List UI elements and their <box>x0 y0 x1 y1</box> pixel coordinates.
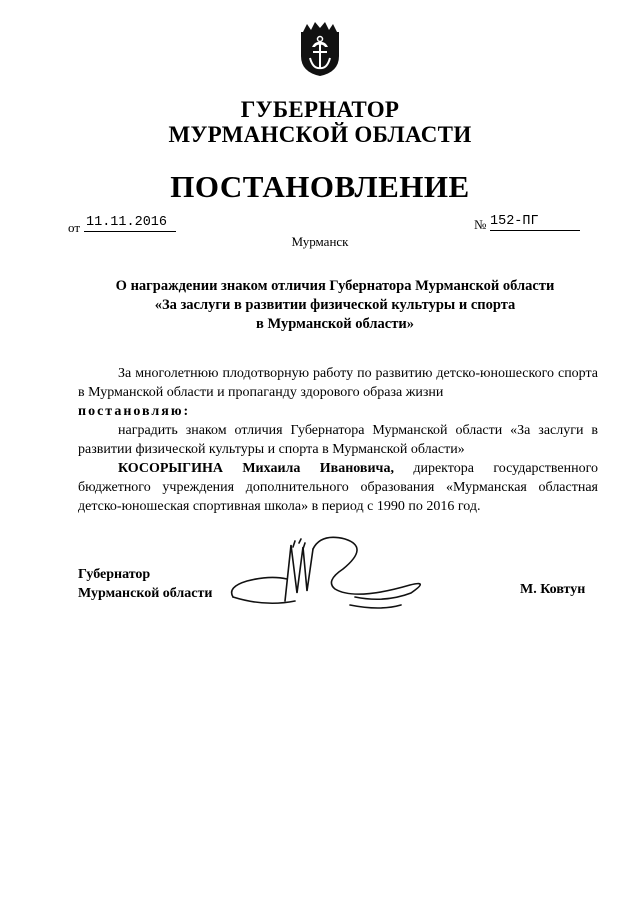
position-line-2: Мурманской области <box>78 586 213 601</box>
document-number: 152-ПГ <box>490 214 580 231</box>
decree-word: постановляю: <box>78 404 191 419</box>
subject-line-1: О награждении знаком отличия Губернатора Мурманской области <box>115 278 555 294</box>
signatory-position <box>78 565 212 603</box>
awardee-paragraph <box>78 459 598 516</box>
preamble-paragraph: За многолетнюю плодотворную работу по развитию детско-юношеского спорта в Мурманской области и пропаганду здорового образа жизни <box>78 366 598 400</box>
award-paragraph: наградить знаком отличия Губернатора Мурманской области «За заслуги в развитии физической культуры и спорта в Мурманской области» <box>78 423 598 457</box>
awardee-details: директора государственного бюджетного учреждения дополнительного образования «Мурманская областная детско-юношеская спортивная школа» в период с 1990 по 2016 год. <box>78 461 598 514</box>
number-label: № <box>474 217 487 232</box>
position-line-1: Губернатор <box>78 567 151 582</box>
awardee-name: КОСОРЫГИНА Михаила Ивановича, <box>118 461 394 476</box>
document-subject <box>95 277 575 334</box>
subject-line-3: в Мурманской области» <box>256 316 414 332</box>
coat-of-arms-icon <box>297 20 343 78</box>
header-line-2: МУРМАНСКОЙ ОБЛАСТИ <box>168 122 472 147</box>
signatory-name: М. Ковтун <box>520 582 586 597</box>
subject-line-2: «За заслуги в развитии физической культуры и спорта <box>154 297 516 313</box>
document-title: ПОСТАНОВЛЕНИЕ <box>170 169 470 204</box>
handwritten-signature <box>225 535 440 615</box>
city: Мурманск <box>291 234 349 249</box>
document-date: 11.11.2016 <box>84 215 176 232</box>
header-line-1: ГУБЕРНАТОР <box>240 97 400 122</box>
date-label: от <box>68 220 81 235</box>
